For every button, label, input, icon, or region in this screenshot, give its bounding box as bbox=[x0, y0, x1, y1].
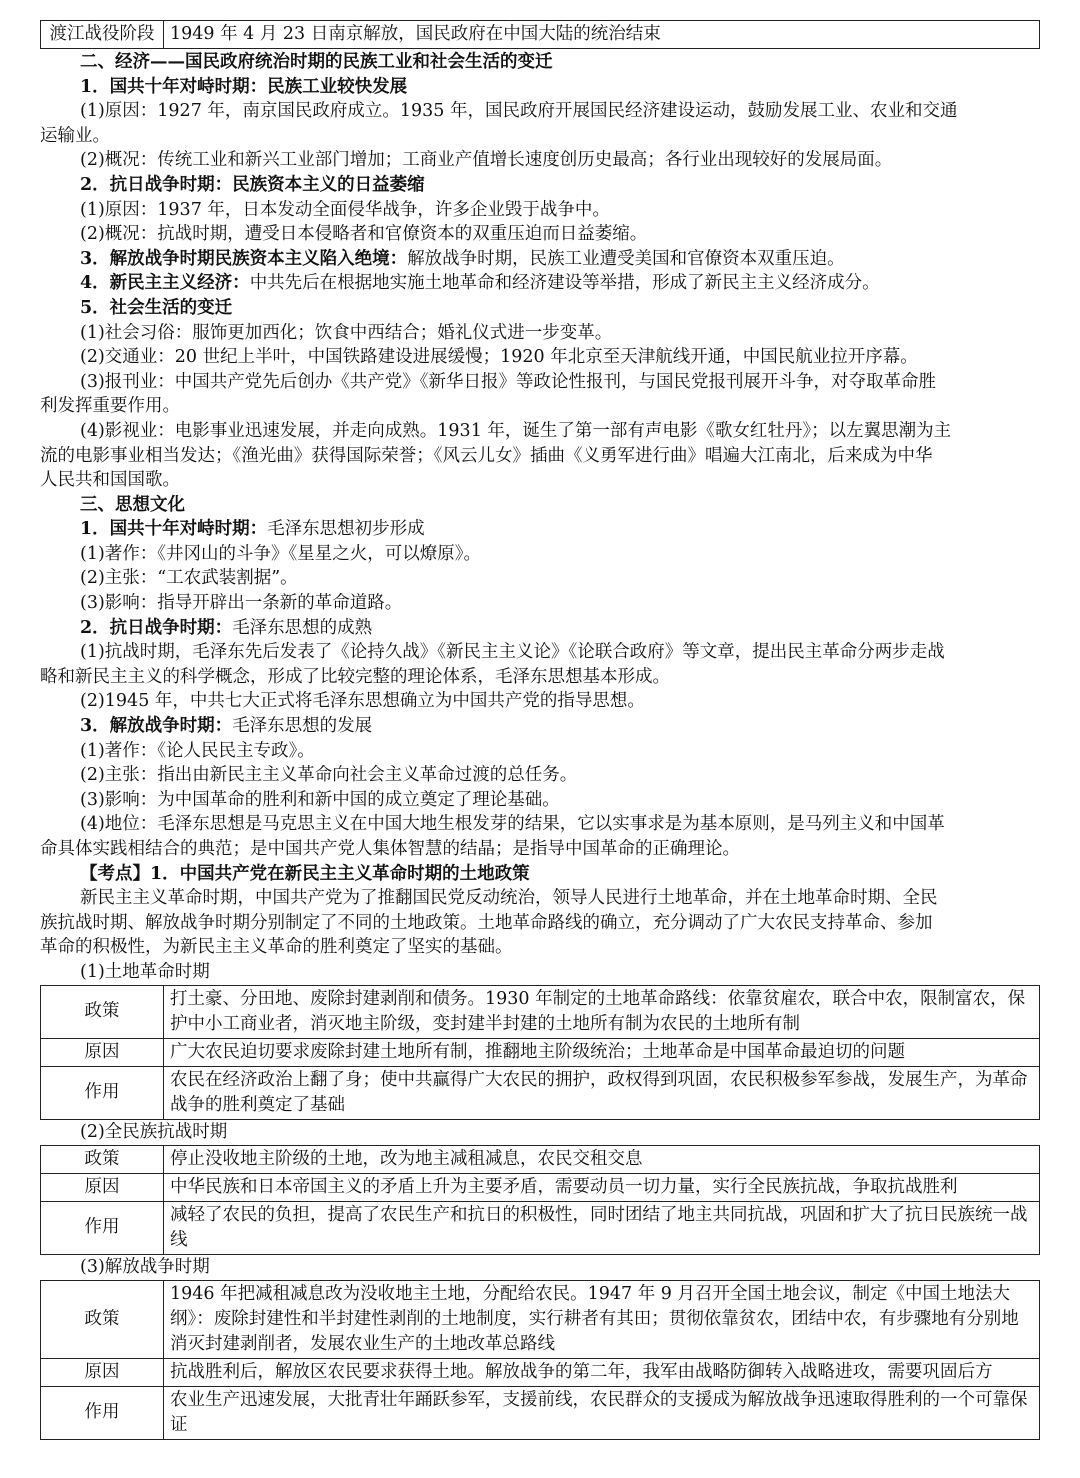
top-table bbox=[40, 20, 1040, 49]
text-line bbox=[40, 714, 1040, 739]
subsection-title: 5．社会生活的变迁 bbox=[80, 297, 233, 318]
text-line: (2)主张：指出由新民主主义革命向社会主义革命过渡的总任务。 bbox=[80, 765, 578, 786]
table-row bbox=[41, 1358, 1040, 1386]
land-policy-table-1 bbox=[40, 985, 1040, 1120]
table-key: 原因 bbox=[41, 1358, 164, 1386]
table-value: 中华民族和日本帝国主义的矛盾上升为主要矛盾，需要动员一切力量，实行全民族抗战，争取抗战胜利 bbox=[164, 1173, 1040, 1201]
text-line: (3)影响：为中国革命的胜利和新中国的成立奠定了理论基础。 bbox=[80, 789, 560, 810]
text-line: 命具体实践相结合的典范；是中国共产党人集体智慧的结晶；是指导中国革命的正确理论。 bbox=[40, 839, 740, 859]
section-title: 【考点】1．中国共产党在新民主主义革命时期的土地政策 bbox=[80, 863, 530, 884]
table-key: 作用 bbox=[41, 1386, 164, 1439]
inline-text: 中共先后在根据地实施土地革命和经济建设等举措，形成了新民主主义经济成分。 bbox=[249, 273, 880, 294]
table-value: 广大农民迫切要求废除封建土地所有制，推翻地主阶级统治；土地革命是中国革命最迫切的问题 bbox=[164, 1038, 1040, 1066]
inline-text: 解放战争时期，民族工业遭受美国和官僚资本双重压迫。 bbox=[407, 248, 845, 269]
text-line: (2)概况：抗战时期，遭受日本侵略者和官僚资本的双重压迫而日益萎缩。 bbox=[80, 224, 648, 245]
table-key: 政策 bbox=[41, 1280, 164, 1358]
text-line: (1)原因：1937 年，日本发动全面侵华战争，许多企业毁于战争中。 bbox=[80, 199, 610, 220]
table-row bbox=[41, 1173, 1040, 1201]
table-row bbox=[41, 1201, 1040, 1254]
section-title: 二、经济——国民政府统治时期的民族工业和社会生活的变迁 bbox=[80, 52, 553, 72]
inline-heading: 2．抗日战争时期： bbox=[80, 617, 233, 638]
table-row bbox=[41, 985, 1040, 1038]
inline-heading: 3．解放战争时期： bbox=[80, 716, 233, 737]
table-key: 作用 bbox=[41, 1201, 164, 1254]
text-line: 运输业。 bbox=[40, 125, 110, 146]
text-line: 族抗战时期、解放战争时期分别制定了不同的土地政策。土地革命路线的确立，充分调动了广大农民支持革命、参加 bbox=[40, 912, 933, 933]
inline-text: 毛泽东思想的成熟 bbox=[232, 617, 373, 638]
subsection-title: 1．国共十年对峙时期：民族工业较快发展 bbox=[80, 76, 408, 97]
inline-text: 毛泽东思想初步形成 bbox=[267, 519, 425, 540]
text-line: 新民主主义革命时期，中国共产党为了推翻国民党反动统治，领导人民进行土地革命，并在土地革命时期、全民 bbox=[80, 888, 938, 909]
table-label: (3)解放战争时期 bbox=[80, 1256, 210, 1277]
table-value: 抗战胜利后，解放区农民要求获得土地。解放战争的第二年，我军由战略防御转入战略进攻，需要巩固后方 bbox=[164, 1358, 1040, 1386]
text-line: (1)抗战时期，毛泽东先后发表了《论持久战》《新民主主义论》《论联合政府》等文章，提出民主革命分两步走战 bbox=[80, 642, 945, 663]
subsection-title: 2．抗日战争时期：民族资本主义的日益萎缩 bbox=[80, 174, 425, 195]
inline-heading: 4．新民主主义经济： bbox=[80, 273, 250, 294]
text-line: (2)1945 年，中共七大正式将毛泽东思想确立为中国共产党的指导思想。 bbox=[80, 691, 645, 712]
table-value: 减轻了农民的负担，提高了农民生产和抗日的积极性，同时团结了地主共同抗战，巩固和扩大了抗日民族统一战线 bbox=[164, 1201, 1040, 1254]
text-line: (3)报刊业：中国共产党先后创办《共产党》《新华日报》等政论性报刊，与国民党报刊展开斗争，对夺取革命胜 bbox=[80, 371, 937, 392]
text-line: 人民共和国国歌。 bbox=[40, 470, 180, 491]
text-line: (1)社会习俗：服饰更加西化；饮食中西结合；婚礼仪式进一步变革。 bbox=[80, 322, 613, 343]
section-thought bbox=[40, 493, 1040, 862]
table-value: 农民在经济政治上翻了身；使中共赢得广大农民的拥护，政权得到巩固，农民积极参军参战，发展生产，为革命战争的胜利奠定了基础 bbox=[164, 1066, 1040, 1119]
land-policy-table-2 bbox=[40, 1145, 1040, 1255]
text-line: (4)地位：毛泽东思想是马克思主义在中国大地生根发芽的结果，它以实事求是为基本原则，是马列主义和中国革 bbox=[80, 814, 945, 835]
table-row bbox=[41, 1066, 1040, 1119]
table-key: 原因 bbox=[41, 1038, 164, 1066]
text-line: (3)影响：指导开辟出一条新的革命道路。 bbox=[80, 593, 403, 614]
table-row bbox=[41, 1386, 1040, 1439]
table-label: (1)土地革命时期 bbox=[80, 961, 210, 982]
table-row bbox=[41, 1280, 1040, 1358]
text-line: 革命的积极性，为新民主主义革命的胜利奠定了坚实的基础。 bbox=[40, 937, 513, 958]
text-line: (2)概况：传统工业和新兴工业部门增加；工商业产值增长速度创历史最高；各行业出现较好的发展局面。 bbox=[80, 150, 893, 171]
table-key: 渡江战役阶段 bbox=[41, 21, 164, 49]
table-value: 停止没收地主阶级的土地，改为地主减租减息，农民交租交息 bbox=[164, 1145, 1040, 1173]
inline-heading: 1．国共十年对峙时期： bbox=[80, 519, 268, 540]
section-economy bbox=[40, 50, 1040, 493]
text-line bbox=[40, 247, 1040, 272]
table-key: 政策 bbox=[41, 1145, 164, 1173]
land-policy-table-3 bbox=[40, 1280, 1040, 1440]
document-page bbox=[40, 0, 1040, 1440]
table-row bbox=[41, 1038, 1040, 1066]
text-line: 略和新民主主义的科学概念，形成了比较完整的理论体系，毛泽东思想基本形成。 bbox=[40, 666, 670, 687]
text-line: 流的电影事业相当发达；《渔光曲》获得国际荣誉；《风云儿女》插曲《义勇军进行曲》唱遍大江南北，后来成为中华 bbox=[40, 445, 933, 466]
table-label: (2)全民族抗战时期 bbox=[80, 1121, 228, 1142]
table-value: 农业生产迅速发展，大批青壮年踊跃参军，支援前线，农民群众的支援成为解放战争迅速取得胜利的一个可靠保证 bbox=[164, 1386, 1040, 1439]
table-key: 政策 bbox=[41, 985, 164, 1038]
table-key: 作用 bbox=[41, 1066, 164, 1119]
table-row bbox=[41, 21, 1040, 49]
inline-text: 毛泽东思想的发展 bbox=[232, 716, 373, 737]
text-line: (1)著作：《井冈山的斗争》《星星之火，可以燎原》。 bbox=[80, 543, 482, 564]
section-kaodian bbox=[40, 862, 1040, 1440]
table-row bbox=[41, 1145, 1040, 1173]
table-value: 1946 年把减租减息改为没收地主土地，分配给农民。1947 年 9 月召开全国土地会议，制定《中国土地法大纲》：废除封建性和半封建性剥削的土地制度，实行耕者有其田；贯彻依靠贫农，团结中农，有步骤地有分别地消灭封建剥削者，发展农业生产的土地改革总路线 bbox=[164, 1280, 1040, 1358]
inline-heading: 3．解放战争时期民族资本主义陷入绝境： bbox=[80, 248, 408, 269]
table-key: 原因 bbox=[41, 1173, 164, 1201]
text-line: (2)主张：“工农武装割据”。 bbox=[80, 568, 298, 589]
text-line bbox=[40, 616, 1040, 641]
text-line: (1)原因：1927 年，南京国民政府成立。1935 年，国民政府开展国民经济建设运动，鼓励发展工业、农业和交通 bbox=[80, 101, 958, 122]
text-line bbox=[40, 517, 1040, 542]
table-value: 1949 年 4 月 23 日南京解放，国民政府在中国大陆的统治结束 bbox=[164, 21, 1040, 49]
text-line bbox=[40, 271, 1040, 296]
text-line: (2)交通业：20 世纪上半叶，中国铁路建设进展缓慢；1920 年北京至天津航线开通，中国民航业拉开序幕。 bbox=[80, 347, 918, 368]
text-line: 利发挥重要作用。 bbox=[40, 396, 180, 417]
section-title: 三、思想文化 bbox=[80, 494, 185, 515]
text-line: (4)影视业：电影事业迅速发展，并走向成熟。1931 年，诞生了第一部有声电影《歌女红牡丹》；以左翼思潮为主 bbox=[80, 420, 952, 441]
text-line: (1)著作：《论人民民主专政》。 bbox=[80, 740, 315, 761]
table-value: 打土豪、分田地、废除封建剥削和债务。1930 年制定的土地革命路线：依靠贫雇农，联合中农，限制富农，保护中小工商业者，消灭地主阶级，变封建半封建的土地所有制为农民的土地所有制 bbox=[164, 985, 1040, 1038]
